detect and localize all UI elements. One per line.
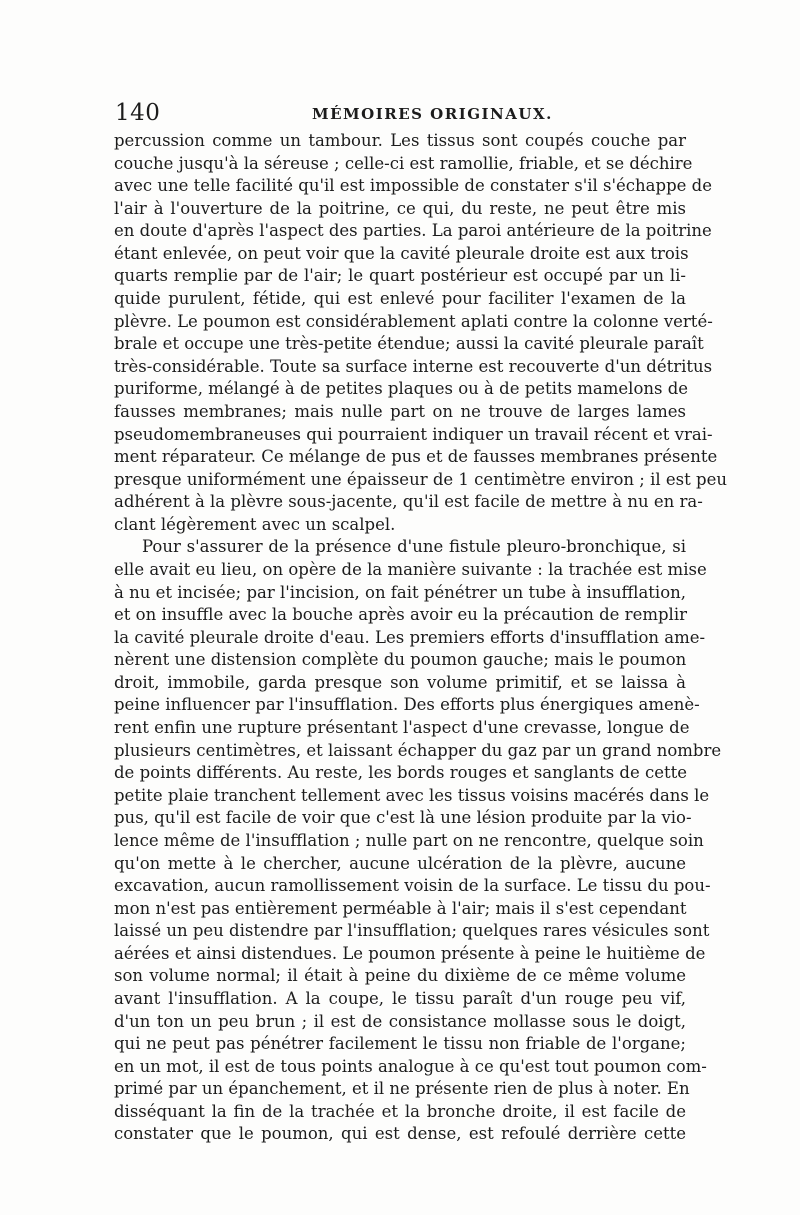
text-line: la cavité pleurale droite d'eau. Les premiers efforts d'insufflation ame- xyxy=(114,627,706,647)
body-text xyxy=(114,130,727,1146)
text-line: pseudomembraneuses qui pourraient indiquer un travail récent et vrai- xyxy=(114,424,713,444)
text-line: constater que le poumon, qui est dense, est refoulé derrière cette xyxy=(114,1124,686,1144)
text-line: ment réparateur. Ce mélange de pus et de fausses membranes présente xyxy=(114,447,718,467)
text-line: lence même de l'insufflation ; nulle part on ne rencontre, quelque soin xyxy=(114,830,704,850)
text-line: laissé un peu distendre par l'insufflation; quelques rares vésicules sont xyxy=(114,921,710,941)
text-line: peine influencer par l'insufflation. Des efforts plus énergiques amenè- xyxy=(114,695,700,715)
text-line: quarts remplie par de l'air; le quart postérieur est occupé par un li- xyxy=(114,266,686,286)
text-line: percussion comme un tambour. Les tissus sont coupés couche par xyxy=(114,131,686,150)
text-line: petite plaie tranchent tellement avec les tissus voisins macérés dans le xyxy=(114,785,710,805)
text-line: excavation, aucun ramollissement voisin de la surface. Le tissu du pou- xyxy=(114,876,711,896)
text-line: fausses membranes; mais nulle part on ne trouve de larges lames xyxy=(114,401,686,421)
text-line: plèvre. Le poumon est considérablement aplati contre la colonne verté- xyxy=(114,311,713,331)
text-line: qu'on mette à le chercher, aucune ulcération de la plèvre, aucune xyxy=(114,853,686,873)
text-line: mon n'est pas entièrement perméable à l'air; mais il s'est cependant xyxy=(114,898,687,918)
text-line: aérées et ainsi distendues. Le poumon présente à peine le huitième de xyxy=(114,943,706,963)
text-line: en un mot, il est de tous points analogue à ce qu'est tout poumon com- xyxy=(114,1056,707,1076)
text-line: clant légèrement avec un scalpel. xyxy=(114,514,396,534)
text-line: nèrent une distension complète du poumon gauche; mais le poumon xyxy=(114,650,687,670)
text-line: et on insuffle avec la bouche après avoir eu la précaution de remplir xyxy=(114,605,687,625)
text-line: rent enfin une rupture présentant l'aspect d'une crevasse, longue de xyxy=(114,718,690,738)
text-line: adhérent à la plèvre sous-jacente, qu'il est facile de mettre à nu en ra- xyxy=(114,492,703,512)
text-line: étant enlevée, on peut voir que la cavité pleurale droite est aux trois xyxy=(114,243,689,263)
text-line: elle avait eu lieu, on opère de la manière suivante : la trachée est mise xyxy=(114,559,707,579)
text-line: à nu et incisée; par l'incision, on fait pénétrer un tube à insufflation, xyxy=(114,582,686,602)
text-line: de points différents. Au reste, les bords rouges et sanglants de cette xyxy=(114,763,688,783)
running-title: MÉMOIRES ORIGINAUX. xyxy=(312,105,553,123)
text-line: primé par un épanchement, et il ne présente rien de plus à noter. En xyxy=(114,1079,690,1099)
text-line: Pour s'assurer de la présence d'une fistule pleuro-bronchique, si xyxy=(142,537,686,557)
text-line: pus, qu'il est facile de voir que c'est là une lésion produite par la vio- xyxy=(114,808,692,828)
text-line: presque uniformément une épaisseur de 1 centimètre environ ; il est peu xyxy=(114,469,727,489)
text-line: plusieurs centimètres, et laissant échapper du gaz par un grand nombre xyxy=(114,740,722,760)
text-line: son volume normal; il était à peine du dixième de ce même volume xyxy=(114,966,686,986)
text-line: quide purulent, fétide, qui est enlevé pour faciliter l'examen de la xyxy=(114,289,686,309)
text-line: en doute d'après l'aspect des parties. La paroi antérieure de la poitrine xyxy=(114,221,712,241)
text-line: très-considérable. Toute sa surface interne est recouverte d'un détritus xyxy=(114,356,713,376)
text-line: avant l'insufflation. A la coupe, le tissu paraît d'un rouge peu vif, xyxy=(114,988,686,1008)
text-line: disséquant la fin de la trachée et la bronche droite, il est facile de xyxy=(114,1101,686,1121)
text-line: avec une telle facilité qu'il est impossible de constater s'il s'échappe de xyxy=(114,176,712,196)
text-line: qui ne peut pas pénétrer facilement le tissu non friable de l'organe; xyxy=(114,1034,686,1054)
text-line: droit, immobile, garda presque son volume primitif, et se laissa à xyxy=(114,672,686,692)
page-number: 140 xyxy=(115,100,161,126)
text-line: d'un ton un peu brun ; il est de consistance mollasse sous le doigt, xyxy=(114,1011,686,1031)
running-head xyxy=(115,98,685,128)
text-line: brale et occupe une très-petite étendue; aussi la cavité pleurale paraît xyxy=(114,334,704,354)
text-line: puriforme, mélangé à de petites plaques ou à de petits mamelons de xyxy=(114,379,689,399)
text-line: l'air à l'ouverture de la poitrine, ce qui, du reste, ne peut être mis xyxy=(114,198,686,218)
text-line: couche jusqu'à la séreuse ; celle-ci est ramollie, friable, et se déchire xyxy=(114,153,693,173)
